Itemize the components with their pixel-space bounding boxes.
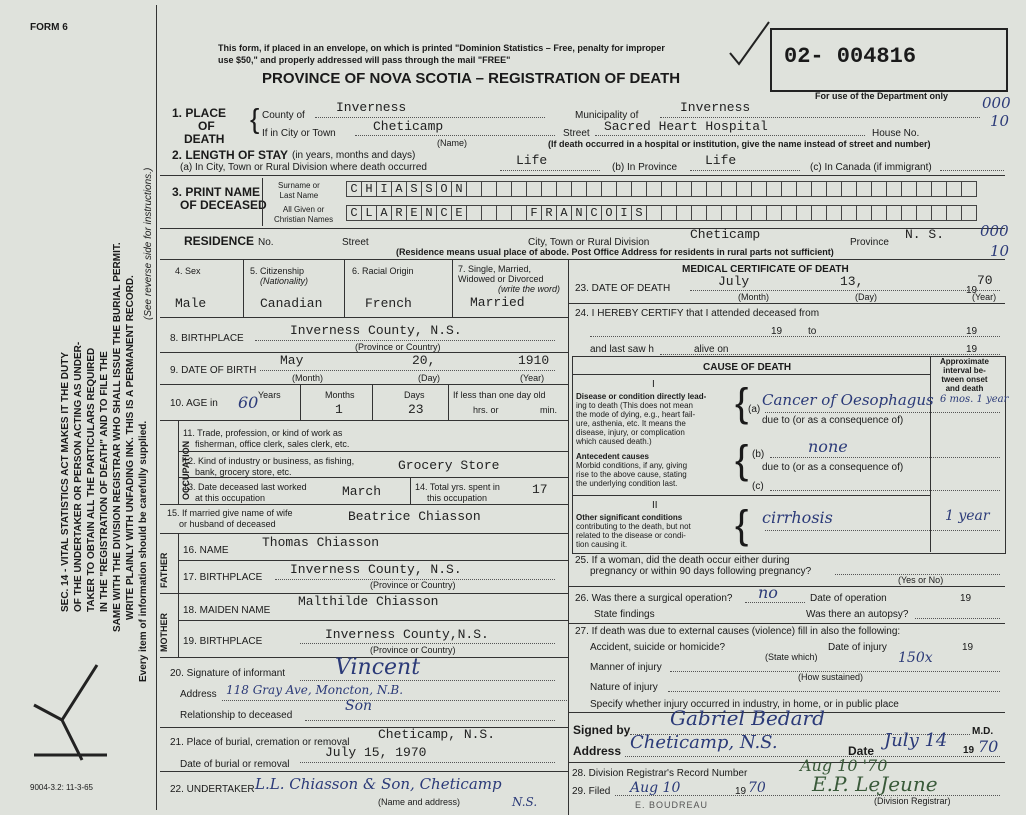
name-letter-cell [691, 181, 707, 197]
informant-signature: Vincent [335, 655, 421, 680]
name-letter-cell: C [346, 205, 362, 221]
registrar-stamp: E. BOUDREAU [635, 800, 709, 810]
name-letter-cell: A [391, 181, 407, 197]
name-letter-cell [631, 181, 647, 197]
occupation-side-label: OCCUPATION [181, 440, 191, 500]
mother-maiden-name: Malthilde Chiasson [298, 594, 439, 609]
record-number: Aug 10 '70 [800, 756, 888, 775]
name-letter-cell: C [586, 205, 602, 221]
birthplace-value: Inverness County, N.S. [290, 323, 462, 338]
name-letter-cell [481, 205, 497, 221]
years-occupation-value: 17 [532, 482, 548, 497]
name-letter-cell [766, 205, 782, 221]
residence-label: RESIDENCE [184, 234, 255, 248]
name-letter-cell: I [376, 181, 392, 197]
name-letter-cell [541, 181, 557, 197]
name-letter-cell: O [601, 205, 617, 221]
stay-city-value: Life [516, 153, 548, 168]
father-side-label: FATHER [159, 552, 169, 588]
age-months: 1 [335, 402, 343, 417]
house-label: House No. [872, 128, 920, 139]
side-text-7: Every item of information should be carefully supplied. [138, 420, 149, 682]
name-letter-cell [841, 205, 857, 221]
name-letter-cell [676, 181, 692, 197]
county-label: County of [262, 110, 305, 121]
envelope-note: This form, if placed in an envelope, on which is printed "Dominion Statistics – Free, penalty for improper [218, 43, 665, 53]
undertaker-value: L.L. Chiasson & Son, Cheticamp [255, 775, 502, 793]
name-letter-cell [871, 181, 887, 197]
name-letter-cell [946, 205, 962, 221]
name-letter-cell [496, 181, 512, 197]
father-birthplace: Inverness County, N.S. [290, 562, 462, 577]
dept-code-2: 10 [990, 112, 1010, 130]
physician-address: Cheticamp, N.S. [630, 732, 778, 753]
name-letter-cell [871, 205, 887, 221]
name-letter-cell [736, 181, 752, 197]
name-letter-cell [781, 205, 797, 221]
name-letter-cell [796, 181, 812, 197]
county-value: Inverness [336, 100, 407, 115]
stay-label: 2. LENGTH OF STAY [172, 148, 289, 162]
name-letter-cell [556, 181, 572, 197]
spouse-value: Beatrice Chiasson [348, 509, 481, 524]
name-letter-cell [931, 181, 947, 197]
signature-mark-icon [22, 660, 112, 770]
name-letter-cell [466, 181, 482, 197]
registration-number: 02- 004816 [784, 44, 917, 69]
footer-code: 9004-3.2: 11-3-65 [30, 783, 94, 792]
age-days: 23 [408, 402, 424, 417]
residence-note: (Residence means usual place of abode. Post Office Address for residents in rural parts not sufficient) [396, 247, 834, 257]
name-letter-cell: N [451, 181, 467, 197]
name-letter-cell: S [631, 205, 647, 221]
name-letter-cell [751, 205, 767, 221]
other-conditions-value: cirrhosis [762, 508, 833, 527]
dept-code-1: 000 [982, 94, 1011, 112]
name-letter-cell [946, 181, 962, 197]
citizenship-value: Canadian [260, 296, 323, 311]
name-letter-cell: H [361, 181, 377, 197]
stay-province-value: Life [705, 153, 737, 168]
surgical-value: no [758, 583, 778, 602]
name-letter-cell [511, 181, 527, 197]
registration-number-box [770, 28, 1008, 92]
name-letter-cell [721, 205, 737, 221]
name-letter-cell [826, 205, 842, 221]
name-letter-cell [571, 181, 587, 197]
name-letter-cell [526, 181, 542, 197]
name-letter-cell: R [391, 205, 407, 221]
name-letter-cell [856, 205, 872, 221]
last-worked-value: March [342, 484, 382, 499]
name-letter-cell [601, 181, 617, 197]
name-letter-cell: F [526, 205, 542, 221]
side-text-8: (See reverse side for instructions.) [143, 167, 154, 320]
side-text-3: TAKER TO OBTAIN ALL THE PARTICULARS REQUIRED [86, 347, 97, 612]
name-letter-cell [706, 181, 722, 197]
name-label: 3. PRINT NAME OF DECEASED [172, 185, 267, 212]
name-letter-cell [721, 181, 737, 197]
name-letter-cell [916, 181, 932, 197]
check-mark-icon [725, 18, 775, 68]
name-letter-cell: S [406, 181, 422, 197]
name-letter-cell [841, 181, 857, 197]
name-letter-cell: C [346, 181, 362, 197]
cause-header: CAUSE OF DEATH [703, 362, 792, 373]
city-value: Cheticamp [373, 119, 444, 134]
name-letter-cell [511, 205, 527, 221]
signed-date: July 14 [884, 730, 948, 751]
name-letter-cell [661, 181, 677, 197]
burial-place: Cheticamp, N.S. [378, 727, 496, 742]
municipality-label: Municipality of [575, 110, 639, 121]
name-letter-cell [481, 181, 497, 197]
dob-year: 1910 [518, 353, 550, 368]
street-value: Sacred Heart Hospital [604, 119, 768, 134]
residence-city: Cheticamp [690, 227, 761, 242]
side-text-1: SEC. 14 - VITAL STATISTICS ACT MAKES IT THE DUTY [60, 351, 71, 612]
name-letter-cell [646, 205, 662, 221]
registrar-signature: E.P. LeJeune [812, 772, 938, 796]
name-letter-cell: O [436, 181, 452, 197]
name-letter-cell: E [406, 205, 422, 221]
name-letter-cell: N [571, 205, 587, 221]
industry-value: Grocery Store [398, 458, 500, 473]
sex-value: Male [175, 296, 207, 311]
name-letter-cell: E [451, 205, 467, 221]
informant-relationship: Son [345, 698, 373, 714]
side-text-6: WRITE PLAINLY WITH UNFADING INK. THIS IS A PERMANENT RECORD. [125, 275, 136, 620]
informant-address: 118 Gray Ave, Moncton, N.B. [226, 683, 404, 697]
name-letter-cell [691, 205, 707, 221]
physician-signature: Gabriel Bedard [670, 706, 825, 730]
name-letter-cell [886, 205, 902, 221]
death-year: 70 [977, 273, 993, 288]
name-letter-cell [901, 205, 917, 221]
name-letter-cell: S [421, 181, 437, 197]
death-day: 13, [840, 274, 864, 289]
injury-mark: 150x [898, 650, 933, 666]
name-letter-cell [736, 205, 752, 221]
name-letter-cell: A [376, 205, 392, 221]
name-letter-cell: A [556, 205, 572, 221]
name-letter-cell: L [361, 205, 377, 221]
burial-date: July 15, 1970 [325, 745, 427, 760]
form-title: PROVINCE OF NOVA SCOTIA – REGISTRATION OF DEATH [262, 70, 681, 87]
municipality-value: Inverness [680, 100, 751, 115]
name-letter-cell [496, 205, 512, 221]
name-letter-cell [961, 181, 977, 197]
name-letter-cell: R [541, 205, 557, 221]
cause-b-value: none [808, 437, 848, 456]
death-month: July [718, 274, 750, 289]
filed-date: Aug 10 [630, 780, 681, 796]
name-letter-cell [676, 205, 692, 221]
name-letter-cell [781, 181, 797, 197]
other-interval-value: 1 year [945, 508, 990, 524]
name-letter-cell [796, 205, 812, 221]
name-letter-cell [961, 205, 977, 221]
name-letter-cell [466, 205, 482, 221]
street-label: Street [563, 128, 590, 139]
residence-province: N. S. [905, 227, 945, 242]
mother-birthplace: Inverness County,N.S. [325, 627, 489, 642]
side-text-5: SAME WITH THE DIVISION REGISTRAR WHO SHALL ISSUE THE BURIAL PERMIT. [112, 242, 123, 632]
dob-day: 20, [412, 353, 436, 368]
name-letter-cell [751, 181, 767, 197]
dob-month: May [280, 353, 304, 368]
department-use: For use of the Department only [815, 91, 949, 101]
marital-status-value: Married [470, 295, 525, 310]
name-letter-cell [856, 181, 872, 197]
name-letter-cell [586, 181, 602, 197]
age-years: 60 [238, 393, 259, 412]
name-letter-cell [826, 181, 842, 197]
name-letter-cell [646, 181, 662, 197]
father-name: Thomas Chiasson [262, 535, 380, 550]
side-text-2: OF THE UNDERTAKER OR PERSON ACTING AS UNDER- [73, 341, 84, 612]
medical-header: MEDICAL CERTIFICATE OF DEATH [682, 264, 849, 275]
name-letter-cell [811, 181, 827, 197]
racial-origin-value: French [365, 296, 412, 311]
city-label: If in City or Town [262, 128, 336, 139]
envelope-note-2: use $50," and properly addressed will pass through the mail "FREE" [218, 55, 511, 65]
mother-side-label: MOTHER [159, 613, 169, 652]
name-letter-cell [901, 181, 917, 197]
form-number: FORM 6 [30, 22, 68, 33]
name-letter-cell [616, 181, 632, 197]
name-letter-cell: I [616, 205, 632, 221]
name-letter-cell [811, 205, 827, 221]
place-label: 1. PLACE OF DEATH [172, 106, 227, 146]
cause-a-value: Cancer of Oesophagus [762, 391, 934, 409]
name-letter-cell [766, 181, 782, 197]
hospital-note: (If death occurred in a hospital or institution, give the name instead of street and number) [548, 139, 931, 149]
name-letter-cell: C [436, 205, 452, 221]
name-letter-cell [931, 205, 947, 221]
name-letter-cell [706, 205, 722, 221]
interval-a-value: 6 mos. 1 year [940, 394, 1009, 405]
name-letter-cell: N [421, 205, 437, 221]
side-text-4: IN THE "REGISTRATION OF DEATH" AND TO FILE THE [99, 351, 110, 612]
name-letter-cell [886, 181, 902, 197]
name-letter-cell [661, 205, 677, 221]
name-letter-cell [916, 205, 932, 221]
